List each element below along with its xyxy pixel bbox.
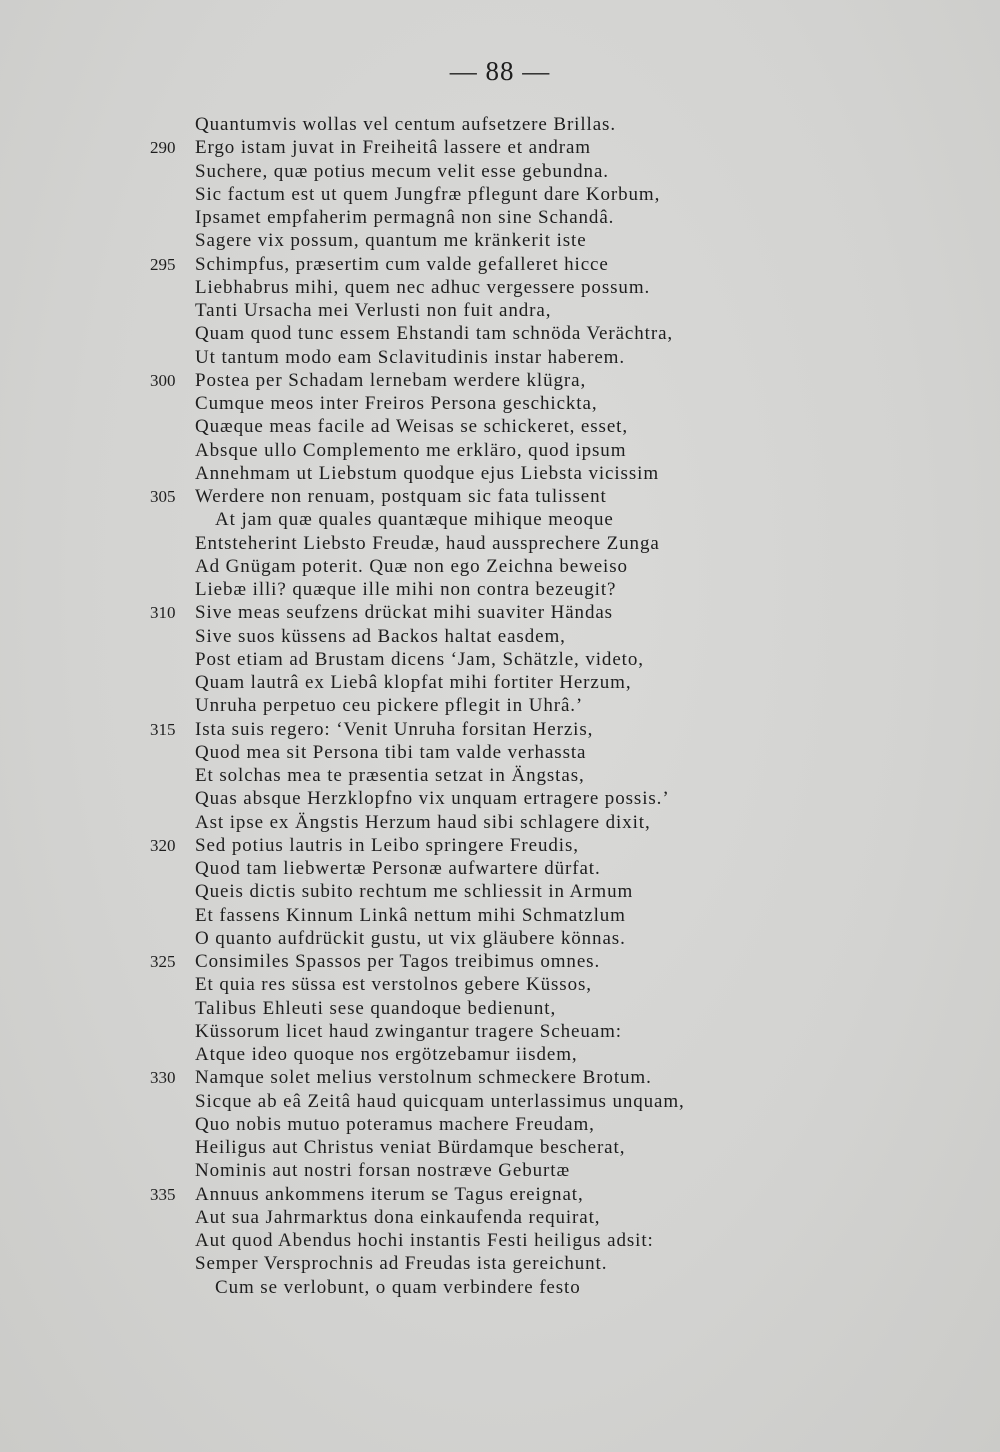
verse-line (0, 718, 1000, 741)
verse-line (0, 276, 1000, 299)
verse-line (0, 415, 1000, 438)
line-number: 320 (150, 835, 176, 855)
verse-line (0, 1252, 1000, 1275)
verse-text: Et quia res süssa est verstolnos gebere Küssos, (195, 974, 592, 996)
verse-text: Entsteherint Liebsto Freudæ, haud aussprechere Zunga (195, 532, 660, 554)
line-number: 330 (150, 1068, 176, 1088)
verse-text: Et fassens Kinnum Linkâ nettum mihi Schmatzlum (195, 904, 626, 926)
line-number: 310 (150, 603, 176, 623)
verse-line (0, 1159, 1000, 1182)
verse-line (0, 578, 1000, 601)
verse-line (0, 904, 1000, 927)
verse-text: Namque solet melius verstolnum schmeckere Brotum. (195, 1067, 652, 1089)
verse-line (0, 834, 1000, 857)
verse-text: Cum se verlobunt, o quam verbindere festo (215, 1276, 581, 1298)
verse-text: Sagere vix possum, quantum me kränkerit iste (195, 230, 587, 252)
verse-text: Sive suos küssens ad Backos haltat easdem, (195, 625, 566, 647)
verse-text: Quod tam liebwertæ Personæ aufwartere dürfat. (195, 858, 601, 879)
verse-line (0, 1229, 1000, 1252)
verse-text: Annehmam ut Liebstum quodque ejus Liebsta vicissim (195, 462, 659, 484)
verse-line (0, 136, 1000, 159)
verse-text: Ad Gnügam poterit. Quæ non ego Zeichna beweiso (195, 555, 628, 577)
line-number: 295 (150, 254, 176, 274)
verse-line (0, 160, 1000, 183)
verse-line (0, 1206, 1000, 1229)
verse-line (0, 694, 1000, 717)
verse-text: Ergo istam juvat in Freiheitâ lassere et andram (195, 137, 591, 159)
verse-line (0, 880, 1000, 903)
verse-text: Quas absque Herzklopfno vix unquam ertragere possis.’ (195, 788, 670, 810)
verse-line (0, 392, 1000, 415)
verse-text: Sic factum est ut quem Jungfræ pflegunt dare Korbum, (195, 183, 661, 205)
verse-text: Ast ipse ex Ängstis Herzum haud sibi schlagere dixit, (195, 811, 651, 833)
verse-line (0, 1066, 1000, 1089)
verse-line (0, 229, 1000, 252)
verse-line (0, 555, 1000, 578)
verse-line (0, 462, 1000, 485)
verse-line (0, 671, 1000, 694)
verse-line (0, 113, 1000, 136)
verse-line (0, 532, 1000, 555)
verse-line (0, 927, 1000, 950)
verse-line (0, 1183, 1000, 1206)
verse-text: Postea per Schadam lernebam werdere klügra, (195, 369, 587, 391)
verse-line (0, 346, 1000, 369)
verse-text: Liebhabrus mihi, quem nec adhuc vergessere possum. (195, 276, 651, 298)
verse-line (0, 1113, 1000, 1136)
verse-line (0, 997, 1000, 1020)
verse-text: Heiligus aut Christus veniat Bürdamque bescherat, (195, 1137, 626, 1158)
verse-line (0, 183, 1000, 206)
line-number: 300 (150, 370, 176, 390)
verse-line (0, 508, 1000, 531)
verse-text: Ipsamet empfaherim permagnâ non sine Schandâ. (195, 207, 615, 228)
page-number-header: — 88 — (449, 56, 551, 86)
verse-text: At jam quæ quales quantæque mihique meoque (215, 509, 614, 531)
verse-line (0, 601, 1000, 624)
verse-text: Semper Versprochnis ad Freudas ista gereichunt. (195, 1253, 608, 1275)
verse-line (0, 1136, 1000, 1159)
verse-line (0, 322, 1000, 345)
verse-line (0, 439, 1000, 462)
verse-line (0, 787, 1000, 810)
verse-text: Schimpfus, præsertim cum valde gefalleret hicce (195, 253, 609, 275)
verse-text: Nominis aut nostri forsan nostræve Geburtæ (195, 1160, 571, 1182)
verse-text: Aut quod Abendus hochi instantis Festi heiligus adsit: (195, 1230, 654, 1251)
verse-text: Sed potius lautris in Leibo springere Freudis, (195, 834, 579, 856)
verse-text: Cumque meos inter Freiros Persona geschickta, (195, 393, 598, 414)
verse-text: Quæque meas facile ad Weisas se schickeret, esset, (195, 416, 629, 438)
verse-text: Unruha perpetuo ceu pickere pflegit in Uhrâ.’ (195, 695, 584, 717)
verse-text: Liebæ illi? quæque ille mihi non contra bezeugit? (195, 579, 617, 600)
verse-line (0, 485, 1000, 508)
verse-line (0, 625, 1000, 648)
verse-text: Ista suis regero: ‘Venit Unruha forsitan Herzis, (195, 718, 594, 740)
line-number: 335 (150, 1184, 176, 1204)
verse-text: O quanto aufdrückit gustu, ut vix gläubere könnas. (195, 927, 626, 949)
verse-line (0, 206, 1000, 229)
verse-line (0, 1043, 1000, 1066)
verse-text: Sicque ab eâ Zeitâ haud quicquam unterlassimus unquam, (195, 1090, 685, 1112)
verse-line (0, 1090, 1000, 1113)
verse-line (0, 1020, 1000, 1043)
verse-text: Sive meas seufzens drückat mihi suaviter Händas (195, 602, 613, 624)
verse-line (0, 811, 1000, 834)
verse-text: Ut tantum modo eam Sclavitudinis instar haberem. (195, 346, 625, 368)
verse-line (0, 299, 1000, 322)
verse-text-block (0, 113, 1000, 1299)
line-number: 325 (150, 952, 176, 971)
verse-line (0, 950, 1000, 973)
verse-line (0, 973, 1000, 996)
verse-line (0, 253, 1000, 276)
verse-text: Quam quod tunc essem Ehstandi tam schnöda Verächtra, (195, 323, 674, 345)
verse-text: Consimiles Spassos per Tagos treibimus omnes. (195, 951, 601, 972)
line-number: 315 (150, 719, 176, 739)
verse-text: Post etiam ad Brustam dicens ‘Jam, Schätzle, videto, (195, 648, 644, 670)
verse-text: Aut sua Jahrmarktus dona einkaufenda requirat, (195, 1206, 601, 1228)
verse-text: Werdere non renuam, postquam sic fata tulissent (195, 486, 607, 507)
verse-text: Talibus Ehleuti sese quandoque bedienunt, (195, 997, 557, 1019)
verse-line (0, 764, 1000, 787)
verse-line (0, 369, 1000, 392)
verse-line (0, 741, 1000, 764)
verse-text: Küssorum licet haud zwingantur tragere Scheuam: (195, 1020, 622, 1042)
verse-text: Annuus ankommens iterum se Tagus ereignat, (195, 1183, 584, 1205)
line-number: 305 (150, 487, 176, 506)
verse-text: Queis dictis subito rechtum me schliessit in Armum (195, 881, 634, 903)
verse-text: Quantumvis wollas vel centum aufsetzere Brillas. (195, 114, 616, 135)
verse-line (0, 1276, 1000, 1299)
verse-text: Quam lautrâ ex Liebâ klopfat mihi fortiter Herzum, (195, 672, 632, 693)
verse-text: Tanti Ursacha mei Verlusti non fuit andra, (195, 300, 552, 321)
verse-text: Et solchas mea te præsentia setzat in Ängstas, (195, 765, 585, 786)
verse-text: Atque ideo quoque nos ergötzebamur iisdem, (195, 1044, 578, 1065)
verse-text: Quod mea sit Persona tibi tam valde verhassta (195, 741, 587, 763)
verse-line (0, 857, 1000, 880)
verse-text: Suchere, quæ potius mecum velit esse gebundna. (195, 160, 609, 182)
line-number: 290 (150, 138, 176, 158)
verse-text: Absque ullo Complemento me erkläro, quod ipsum (195, 439, 627, 461)
verse-text: Quo nobis mutuo poteramus machere Freudam, (195, 1113, 595, 1135)
verse-line (0, 648, 1000, 671)
